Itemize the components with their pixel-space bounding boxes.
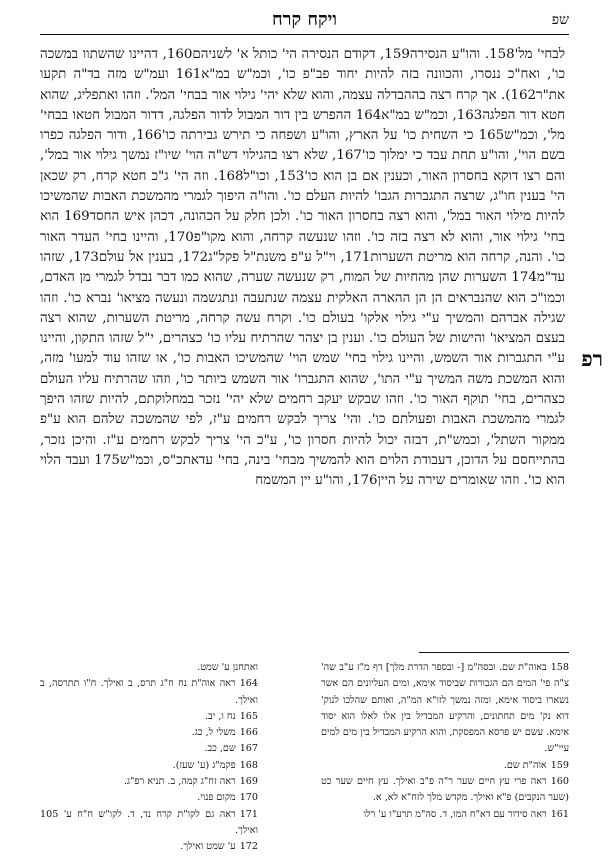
- footnote-text: ע' שמט ואילך.: [180, 841, 236, 853]
- footnote-number: 169: [239, 776, 258, 788]
- footnote: [321, 758, 569, 774]
- footnote: [40, 741, 258, 757]
- page-title: ויקח קרח: [271, 9, 337, 30]
- footnote-number: 161: [550, 808, 569, 820]
- footnote: [40, 807, 258, 840]
- footnote-text: באוה"ת שם. ובסה"מ [- ובספר הדרת מלך] דף מ"ז ע"ב שה' צ"ה פי' המים הם הגבורות שביסוד אימא, ומים העליונים הם אשר נשארו ביסוד אימא, ומזה נמשך לזו"א המ"ה, ואותם שהלכו לנוק' דוא נק' מים תחתונים, והרקיע המבדיל בין אלו לאלו הוא יסוד אימא. עשם יש פרסא המפסקת, והוא הרקיע המבדיל בין מים למים עיי"ש.: [321, 662, 569, 755]
- footnote-number: 160: [550, 776, 569, 788]
- footnote-number: 172: [239, 841, 258, 853]
- footnote-number: 167: [239, 743, 258, 755]
- footnote-text: משלי ל, כג.: [191, 727, 236, 739]
- footnote: [40, 839, 258, 855]
- footnote-text: ראה אוה"ת נח ח"ג תרס, ב ואילך. ח"ו תתרסה, ב ואילך.: [40, 678, 258, 706]
- main-paragraph: לבחי' מל'158. והו"ע הנסירה159, דקודם הנסירה הי' כותל א' לשניהם160, דהיינו שהשתוו במשכה כו', ואח"כ ננסרו, והכוונה בזה להיות יחוד פב"פ כו', וכמ"ש במ"א161 ועמ"ש מזה בד"ה תקעו את"ר162). אך קרח רצה בההבדלה עצמה, והוא שלא יהי' גילוי אור בבחי' המל'. וזהו ואתפליג, שהוא חטא דור הפלגה163, וכמ"ש במ"א164 ההפרש בין דור המבול לדור הפלגה, דדור המבול חטאו בבחי' מל', וכמ"ש165 כי השחית כו' על הארץ, והו"ע ושפחה כי תירש גבירתה כו'166, ודור הפלגה כפרו בשם הוי', והו"ע תחת עבד כי ימלוך כו'167, שלא רצו בהגילוי דש"ה הוי' שיו"ז נמשך גילוי אור במל', והם רצו דוקא בחסרון האור, וכענין אם בן הוא כו'153, וכו"ל168. וזה הי' ג"כ חטא קרח, רק שכאן הי' בענין חו"ג, שרצה התגברות הגבו' להיות העלם כו'. והו"ה היפוך לגמרי מהמשכת האבות שהמשיכו להיות מילוי האור במל', והוא רצה בחסרון האור כו'. ולכן חלק על הכהונה, דכהן איש החסד169 הוא בחי' גילוי אור, והוא לא רצה בזה כו'. וזהו שנעשה קרחה, והוא מקו"פ170, והיינו בחי' העדר האור כו'. והנה, קרחה הוא מריטת השערות171, וי"ל ע"פ משנת"ל פקל"ג172, בענין אל עולם173, שזהו עד"מ174 השערות שהן מהחיות של המוח, רק שנעשה שערה, שהוא כמו דבר נבדל לגמרי מן האדם, וכמו"כ הוא שהנבראים הן הן ההארה האלקית עצמה שנתעבה ונתגשמה ונעשה מציאו' נברא כו'. וזהו שגילה אברהם והמשיך ע"י גילוי אלקו' בעולם כו'. וקרח עשה קרחה, מריטת השערות, שהוא רצה בעצם המציאו' והישות של העולם כו'. וענין בן יצהר שהרתיח עליו כו' כצהרים, י"ל שזהו התקון, והיינו ע"י התגברות אור השמש, והיינו גילוי בחי' שמש הוי' שהמשיכו האבות כו', או שזהו עוד למעו' מזה, והוא המשכת משה המשיך ע"י התו', שהוא התגברו' אור השמש ביותר כו', וזהו שהרתיח עליו העולם כצהרים, בחי' תוקף האור כו'. וזהו שבקש יעקב רחמים שלא יהי' נזכר במחלוקתם, להיות שזהו היפך לגמרי מהמשכת האבות ופעולתם כו'. והי' צריך לבקש רחמים ע"ז, לפי שהמשכה שלהם הוא ע"פ ממקור השתל', וכמש"ת, דבזה יכול להיות חסרון כו', ע"כ הי' צריך לבקש רחמים ע"ז. והיכן נזכר, בהתייחסם על הדוכן, דעבודת הלוים הוא להמשיך מבחי' בינה, בחי' עדאתכ"ס, וכמ"ש175 ועבד הלוי הוא כו'. וזהו שאומרים שירה על היין176, והו"ע יין המשמח: [40, 47, 566, 489]
- footnote-text: מקום פנוי.: [197, 792, 236, 804]
- page-number: שפ: [551, 12, 569, 28]
- footnote-text: ראה זח"ג קמה, ב. תניא רפ"ג.: [123, 776, 236, 788]
- footnote-number: 170: [239, 792, 258, 804]
- footnote-text: ראה סידור עם דא"ח המו, ד. סה"מ תרע"ו ע' רלו: [363, 808, 547, 820]
- footnote-text: ראה גם לקו"ת קרח נד, ד. לקו"ש ח"ח ע' 105 ואילך.: [40, 808, 258, 836]
- footnote: [40, 774, 258, 790]
- footnote-number: 158: [550, 662, 569, 673]
- footnote: [40, 709, 258, 725]
- footnote-text: ואתחנן ע' שמט.: [197, 662, 258, 673]
- margin-page-marker: רפ: [581, 346, 603, 371]
- footnote-number: 166: [239, 727, 258, 739]
- page-header: [40, 8, 569, 35]
- footnote-separator: [419, 652, 569, 653]
- footnote: [40, 660, 258, 676]
- footnote: [40, 676, 258, 709]
- footnote-number: 168: [239, 759, 258, 771]
- footnote-text: שם, כב.: [204, 743, 236, 755]
- footnote-text: ראה פרי עץ חיים שער ר"ה פ"ב ואילך. עץ חיים שער כט (שער הנקבים) פ"א ואילך. מקדש מלך לזח"א לא, א.: [321, 776, 569, 804]
- footnote: [321, 774, 569, 807]
- footnote: [40, 758, 258, 774]
- footnote: [321, 807, 569, 823]
- footnotes-left-column: [40, 660, 258, 856]
- footnote-text: פקמ"ג (ע' שעז).: [172, 759, 236, 771]
- main-text-block: [40, 45, 565, 492]
- footnotes-right-column: [321, 660, 569, 823]
- footnote-number: 165: [239, 710, 258, 722]
- footnote-text: נח ו, יב.: [205, 710, 236, 722]
- footnote-text: אוה"ת שם.: [503, 759, 547, 771]
- footnote-number: 159: [550, 759, 569, 771]
- footnote: [321, 660, 569, 758]
- footnote-number: 171: [239, 808, 258, 820]
- footnote: [40, 790, 258, 806]
- footnote-number: 164: [239, 678, 258, 690]
- footnote: [40, 725, 258, 741]
